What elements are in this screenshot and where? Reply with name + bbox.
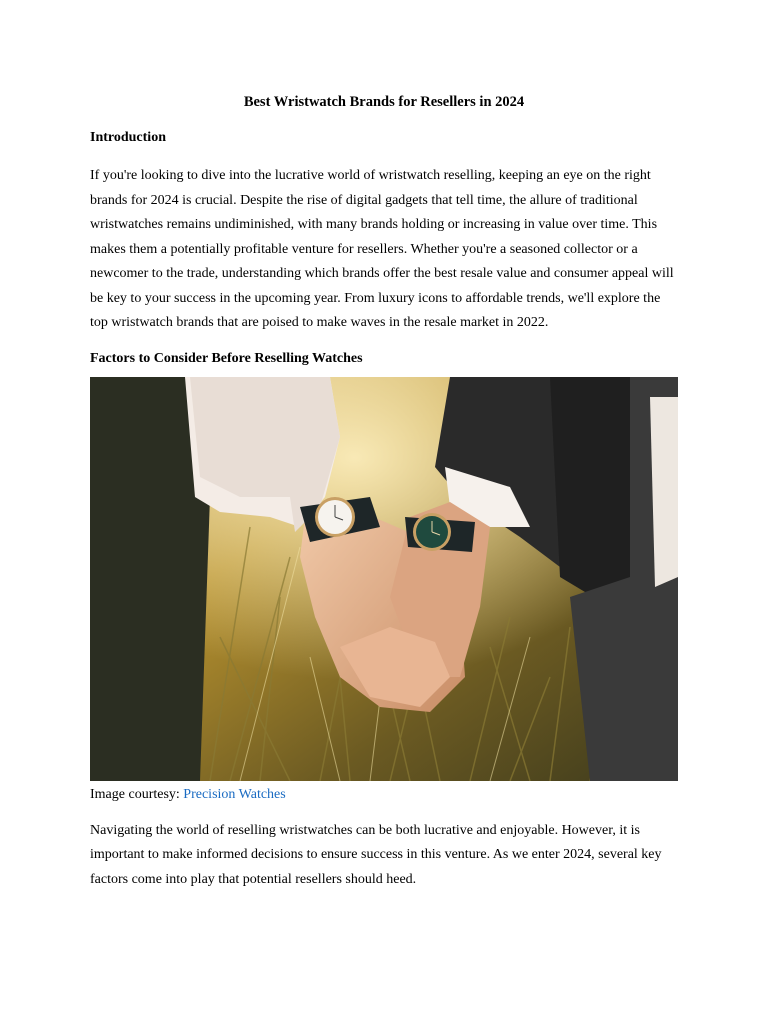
intro-paragraph: If you're looking to dive into the lucrative world of wristwatch reselling, keeping an eye on the right brands for 2024 is crucial. Despite the rise of digital gadgets that tell time, the allure of traditional wristwatches remains undiminished, with many brands holding or increasing in value over time. This makes them a potentially profitable venture for resellers. Whether you're a seasoned collector or a newcomer to the trade, understanding which brands offer the best resale value and consumer appeal will be key to your success in the upcoming year. From luxury icons to affordable trends, we'll explore the top wristwatch brands that are poised to make waves in the resale market in 2022. — [90, 168, 674, 330]
document-title: Best Wristwatch Brands for Resellers in 2024 — [243, 94, 525, 110]
document-page — [90, 93, 678, 906]
image-caption-prefix: Image courtesy: — [90, 786, 184, 802]
closing-paragraph: Navigating the world of reselling wristwatches can be both lucrative and enjoyable. However, it is important to make informed decisions to ensure success in this venture. As we enter 2024, several key factors come into play that potential resellers should heed. — [90, 822, 662, 887]
image-source-link[interactable]: Precision Watches — [183, 786, 286, 802]
image-caption — [90, 785, 678, 805]
factors-heading: Factors to Consider Before Reselling Watches — [90, 350, 363, 366]
intro-heading: Introduction — [90, 130, 166, 145]
holding-hands-watches-photo — [90, 377, 678, 781]
